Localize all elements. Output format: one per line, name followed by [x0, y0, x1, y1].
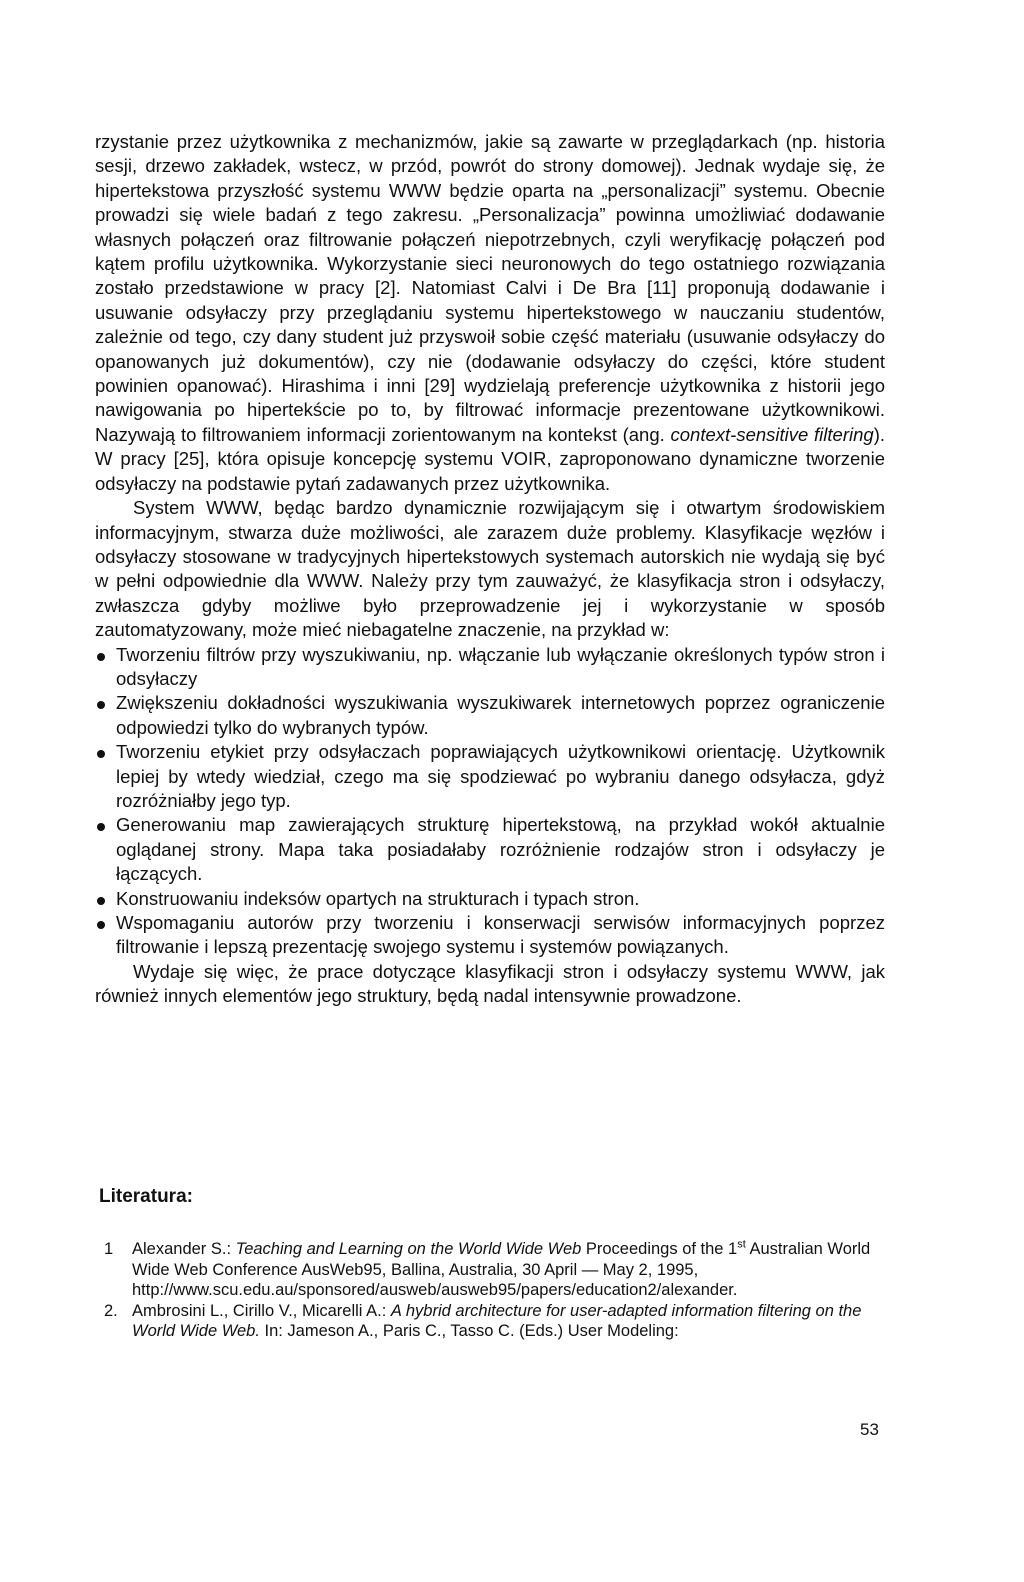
bullet-item: [95, 911, 885, 960]
bullet-text: Generowaniu map zawierających strukturę hipertekstową, na przykład wokół aktualnie oglądanej strony. Mapa taka posiadałaby rozróżnienie rodzajów stron i odsyłaczy je łączących.: [116, 814, 885, 885]
bullet-text: Wspomaganiu autorów przy tworzeniu i konserwacji serwisów informacyjnych poprzez filtrowanie i lepszą prezentację swojego systemu i systemów powiązanych.: [116, 912, 885, 958]
paragraph-2: System WWW, będąc bardzo dynamicznie rozwijającym się i otwartym środowiskiem informacyjnym, stwarza duże możliwości, ale zarazem duże problemy. Klasyfikacje węzłów i odsyłaczy stosowane w tradycyjnych hipertekstowych systemach autorskich nie wydają się być w pełni odpowiednie dla WWW. Należy przy tym zauważyć, że klasyfikacja stron i odsyłaczy, zwłaszcza gdyby możliwe było przeprowadzenie jej i wykorzystanie w sposób zautomatyzowany, może mieć niebagatelne znaczenie, na przykład w:: [95, 497, 885, 641]
page-number: 53: [860, 1420, 879, 1439]
bullet-text: Tworzeniu etykiet przy odsyłaczach poprawiających użytkownikowi orientację. Użytkownik lepiej by wtedy wiedział, czego ma się spodziewać po wybraniu danego odsyłacza, gdyż rozróżniałby jego typ.: [116, 741, 885, 811]
reference-number: 2.: [104, 1301, 118, 1320]
reference-details: In: Jameson A., Paris C., Tasso C. (Eds.) User Modeling:: [259, 1322, 679, 1340]
paragraph-1: [95, 130, 885, 496]
bullet-item: [95, 691, 885, 740]
reference-title: A hybrid architecture for user-adapted information filtering on the World Wide Web.: [132, 1301, 862, 1340]
paragraph-1-text-2: ). W pracy [25], która opisuje koncepcję systemu VOIR, zaproponowano dynamiczne tworzenie odsyłaczy na podstawie pytań zadawanych przez użytkownika.: [95, 423, 885, 494]
reference-authors: Ambrosini L., Cirillo V., Micarelli A.:: [132, 1301, 391, 1320]
bullet-item: [95, 643, 885, 692]
page-body: [95, 130, 885, 1009]
bullet-text: Zwiększeniu dokładności wyszukiwania wyszukiwarek internetowych poprzez ograniczenie odpowiedzi tylko do wybranych typów.: [116, 692, 885, 738]
paragraph-1-text-1: rzystanie przez użytkownika z mechanizmów, jakie są zawarte w przeglądarkach (np. historia sesji, drzewo zakładek, wstecz, w przód, powrót do strony domowej). Jednak wydaje się, że hipertekstowa przyszłość systemu WWW będzie oparta na „personalizacji” systemu. Obecnie prowadzi się wiele badań z tego zakresu. „Personalizacja” powinna umożliwiać dodawanie własnych połączeń oraz filtrowanie połączeń niepotrzebnych, czyli weryfikację połączeń pod kątem profilu użytkownika. Wykorzystanie sieci neuronowych do tego ostatniego rozwiązania zostało przedstawione w pracy [2]. Natomiast Calvi i De Bra [11] proponują dodawanie i usuwanie odsyłaczy przy przeglądaniu systemu hipertekstowego w nauczaniu studentów, zależnie od tego, czy dany student już przyswoił sobie część materiału (usuwanie odsyłaczy do opanowanych już dokumentów), czy nie (dodawanie odsyłaczy do części, które student powinien opanować). Hirashima i inni [29] wydzielają preferencje użytkownika z historii jego nawigowania po hipertekście po to, by filtrować informacje prezentowane użytkownikowi. Nazywają to filtrowaniem informacji zorientowanym na kontekst (ang.: [95, 131, 885, 445]
reference-item: [104, 1239, 889, 1301]
bullet-item: [95, 887, 885, 911]
paragraph-1-italic: context-sensitive filtering: [670, 423, 874, 445]
bullet-icon: [97, 653, 105, 661]
reference-details: Proceedings of the 1: [581, 1240, 738, 1258]
bullet-item: [95, 740, 885, 813]
bullet-icon: [97, 701, 105, 709]
paragraph-3: Wydaje się więc, że prace dotyczące klasyfikacji stron i odsyłaczy systemu WWW, jak również innych elementów jego struktury, będą nadal intensywnie prowadzone.: [95, 960, 885, 1007]
reference-url: http://www.scu.edu.au/sponsored/ausweb/ausweb95/papers/education2/alexander.: [132, 1281, 738, 1299]
bullet-icon: [97, 897, 105, 905]
literature-heading: Literatura:: [99, 1186, 193, 1207]
bullet-list: [95, 643, 885, 960]
reference-number: 1: [104, 1240, 114, 1258]
reference-superscript: st: [737, 1238, 746, 1251]
reference-item: [104, 1301, 889, 1342]
reference-list: [104, 1239, 889, 1342]
reference-details-2: Australian World Wide Web Conference AusWeb95, Ballina, Australia, 30 April — May 2, 1995,: [132, 1240, 871, 1279]
bullet-icon: [97, 921, 105, 929]
bullet-icon: [97, 823, 105, 831]
bullet-text: Konstruowaniu indeksów opartych na strukturach i typach stron.: [116, 887, 640, 909]
bullet-text: Tworzeniu filtrów przy wyszukiwaniu, np. włączanie lub wyłączanie określonych typów stron i odsyłaczy: [116, 643, 885, 689]
reference-authors: Alexander S.:: [132, 1240, 236, 1258]
bullet-icon: [97, 750, 105, 758]
bullet-item: [95, 813, 885, 886]
reference-title: Teaching and Learning on the World Wide Web: [235, 1240, 582, 1258]
